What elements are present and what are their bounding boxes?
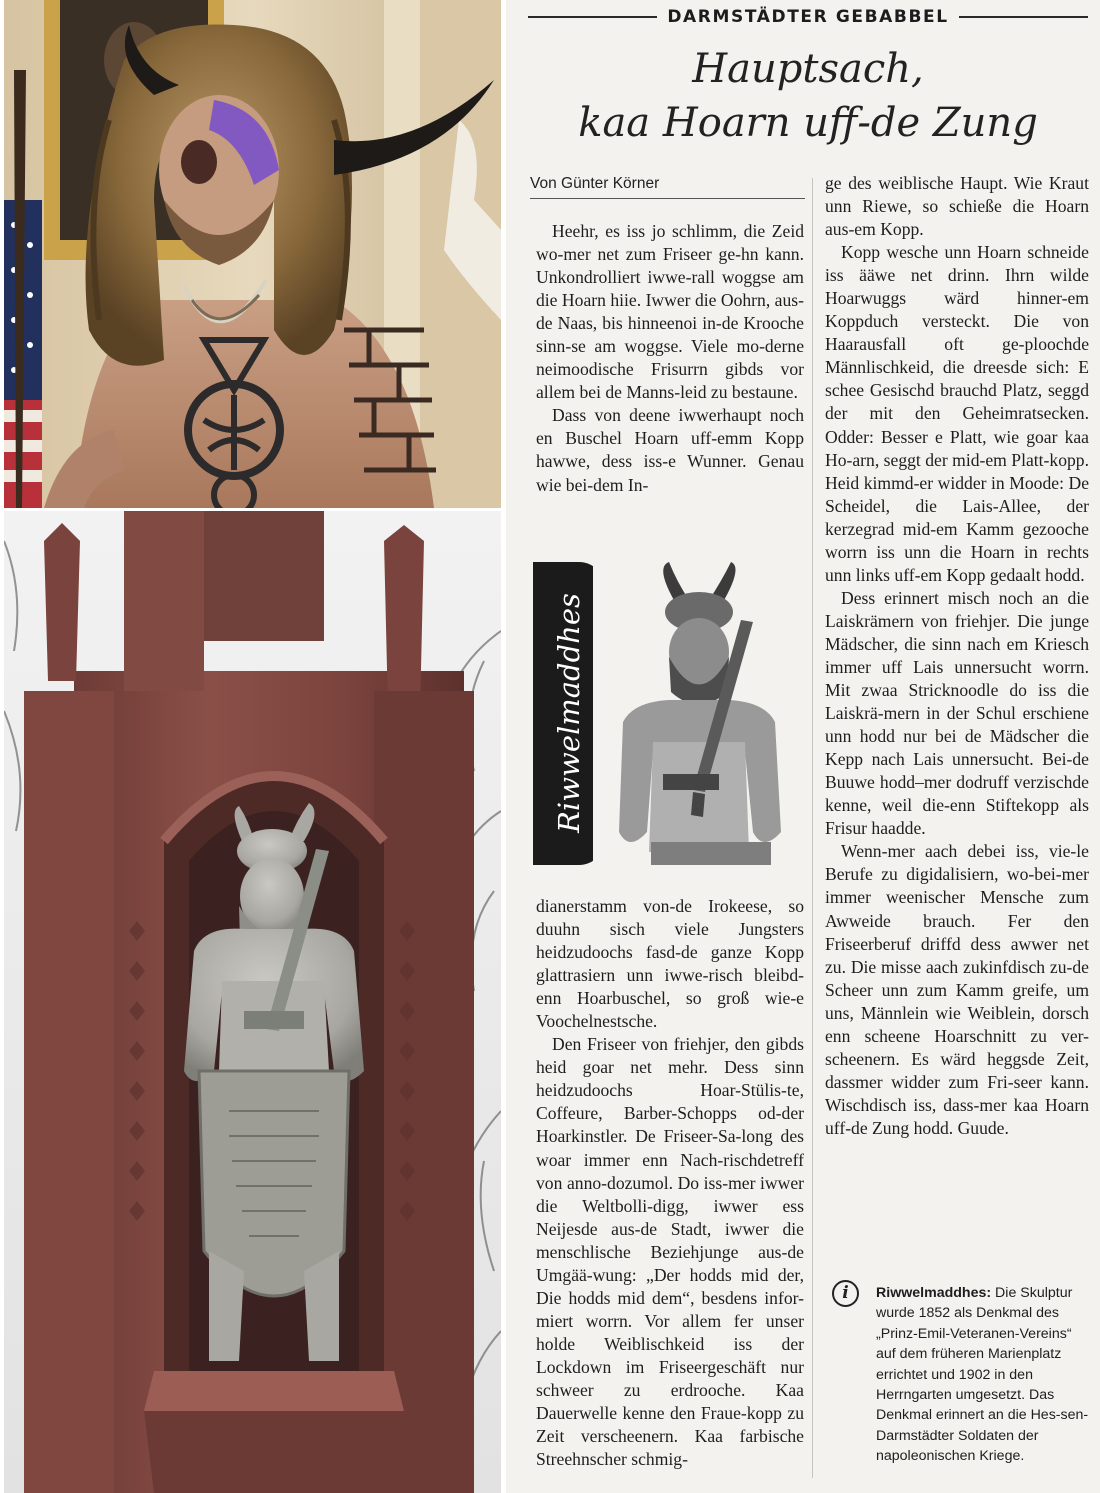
paragraph: Den Friseer von friehjer, den gibds heid goar net mehr. Dess sinn heidzudoochs Hoar-Stülis-te, Coffeure, Barber-Schopps od-der Hoarkinstler. De Friseer-Sa-long des woar immer enn Nach-rischdetreff von anno-dozumol. Do iss-mer iwwer die Weltbolli-digg, iwwer ess Neijesde aus-de Stadt, iwwer die menschlische Beziehjunge aus-de Umgää-wung: „Der hodds mid der, Die hodds mid dem“, besdens infor-miert worrn. Vor allem fer unser holde Weiblischkeid iss der Lockdown im Friseergeschäft nur schweer zu erdrooche. Kaa Dauerwelle kenne den Fraue-kopp zu Zeit verscheenern. Kaa farbische Streehnscher schmig- bbox=[536, 1034, 804, 1470]
paragraph: ge des weiblische Haupt. Wie Kraut unn Riewe, so schieße die Hoarn aus-em Kopp. bbox=[825, 173, 1089, 240]
byline: Von Günter Körner bbox=[530, 175, 660, 192]
column-divider bbox=[812, 178, 813, 1478]
photo-sandstone-monument bbox=[4, 511, 501, 1493]
paragraph: dianerstamm von-de Irokeese, so duuhn sisch viele Jungsters heidzudoochs fasd-de ganze Kopp glattrasiern unn iwwe-risch bleibd-enn Hoarbuschel, so groß wie-e Voochelnestsche. bbox=[536, 896, 804, 1032]
paragraph: Dess erinnert misch noch an die Laiskrämern von friehjer. Die junge Mädscher, die sinn nach em Kriesch immer uff Lais unnersucht worrn. Mit zwaa Stricknoodle do iss die Laiskrä-mern in der Schul erschiene unn hodd nur bei de Mädscher die Kepp nach Lais unnersucht. Bei-de Buuwe hodd–mer dodruff verzischde kenne, weil die-enn Stiftekopp als Frisur haadde. bbox=[825, 587, 1089, 839]
rubric-rule-left bbox=[528, 16, 657, 18]
info-text bbox=[876, 1283, 1094, 1467]
paragraph: Dass von deene iwwerhaupt noch en Buschel Hoarn uff-emm Kopp hawwe, dess iss-e Wunner. Genau wie bei-dem In- bbox=[536, 405, 804, 495]
paragraph: Heehr, es iss jo schlimm, die Zeid wo-mer net zum Friseer ge-hn kann. Unkondrolliert iwwe-rall woggse am die Hoarn hiie. Iwwer die Oohrn, aus-de Naas, bis hinneenoi in-de Krooche sinn-se am woggse. Viele mo-derne neimoodische Frisurrn gibds vor allem bei de Manns-leid zu bestaune. bbox=[536, 221, 804, 403]
newspaper-clipping bbox=[506, 0, 1100, 1493]
horned-man-illustration bbox=[4, 0, 501, 508]
rubric-rule-right bbox=[959, 16, 1088, 18]
paragraph: Wenn-mer aach debei iss, vie-le Berufe zu digidalisiern, wo-bei-mer immer weenischer Mensche zum Awweide brauch. Fer den Friseerberuf driffd dess awwer net zu. Die misse aach zukinfdisch zu-de Scheer unn zum Kamm greife, um uns, Männlein wie Weiblein, dorsch enn scheene Hoarschnitt zu ver-scheenern. Es wärd heggsde Zeit, dassmer widder zum Fri-seer kann. Wischdisch iss, dass-mer kaa Hoarn uff-de Zung hodd. Guude. bbox=[825, 841, 1089, 1138]
info-body: Die Skulptur wurde 1852 als Denkmal des „Prinz-Emil-Veteranen-Vereins“ auf dem früheren Marienplatz errichtet und 1902 in den Herrngarten umgesetzt. Das Denkmal erinnert an die Hes-sen-Darmstädter Soldaten der napoleonischen Kriege. bbox=[876, 1285, 1089, 1465]
monument-illustration bbox=[4, 511, 501, 1493]
statue-inset-illustration bbox=[593, 562, 783, 865]
article-column-1-bottom bbox=[536, 895, 804, 1471]
headline-line-2: kaa Hoarn uff-de Zung bbox=[578, 100, 1038, 146]
paragraph: Kopp wesche unn Hoarn schneide iss ääwe net drinn. Ihrn wilde Hoarwuggs wärd hinner-em Koppduch versteckt. Die von Haarausfall oft ge-ploochde Männlischkeid, die dreesde sich: E schee Gesischd brauchd Platz, seggd der mit den Geheimratsecken. Odder: Besser e Platt, wie goar kaa Ho-arn, seggt der mid-em Platt-kopp. Heid kimmd-er widder in Moode: De Scheidel, die Lais-Allee, der kerzegrad mid-em Kamm gezooche worrn iss unn die Hoarn in rechts unn links uff-em Kopp gedaalt hodd. bbox=[825, 242, 1089, 585]
rubric-title: DARMSTÄDTER GEBABBEL bbox=[667, 7, 949, 27]
info-icon: i bbox=[832, 1280, 859, 1307]
article-column-1-top bbox=[536, 220, 804, 497]
riwwelmaddhes-inset bbox=[533, 562, 783, 865]
inset-label: Riwwelmaddhes bbox=[552, 593, 586, 833]
info-lead: Riwwelmaddhes: bbox=[876, 1285, 992, 1301]
rubric-header bbox=[528, 4, 1088, 30]
article-column-2 bbox=[825, 172, 1089, 1140]
headline bbox=[528, 42, 1088, 150]
byline-rule bbox=[530, 198, 805, 199]
headline-line-1: Hauptsach, bbox=[692, 46, 924, 92]
photo-horned-fur-hat-man bbox=[4, 0, 501, 508]
